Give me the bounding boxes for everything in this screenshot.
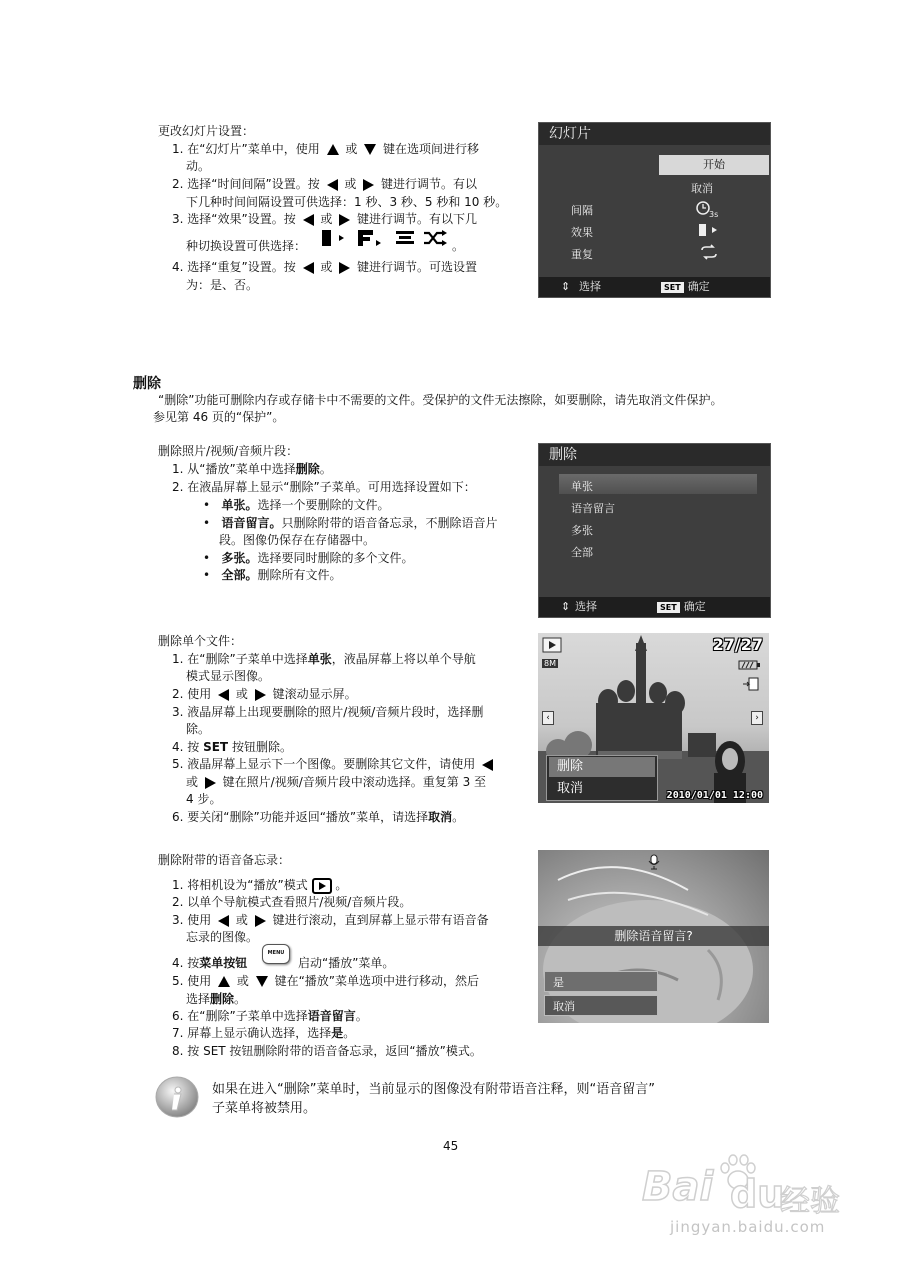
screen-footer: ⇕ 选择 SET 确定 (539, 597, 770, 617)
slideshow-step1-cont: 动。 (186, 159, 211, 173)
menu-button-icon: MENU (262, 944, 290, 964)
option-multi: • 多张。选择要同时删除的多个文件。 (203, 551, 414, 565)
voice-step4-cont: 启动“播放”菜单。 (298, 956, 395, 970)
single-step3-cont: 除。 (186, 722, 211, 736)
slideshow-step1: 1. 在“幻灯片”菜单中，使用 或 键在选项间进行移 (172, 142, 480, 156)
voice-step3: 3. 使用 或 键进行滚动，直到屏幕上显示带有语音备 (172, 913, 489, 927)
page-number: 45 (443, 1139, 459, 1153)
arrow-down-icon (256, 976, 268, 987)
playback-screen (538, 633, 769, 803)
set-badge: SET (657, 602, 680, 613)
arrow-right-icon (363, 179, 374, 191)
arrow-left-icon (303, 262, 314, 274)
voice-step6: 6. 在“删除”子菜单中选择语音留言。 (172, 1009, 368, 1023)
single-step1: 1. 在“删除”子菜单中选择单张，液晶屏幕上将以单个导航 (172, 652, 476, 666)
voice-step3-cont: 忘录的图像。 (186, 930, 259, 944)
repeat-icon[interactable] (697, 244, 721, 260)
single-step6: 6. 要关闭“删除”功能并返回“播放”菜单，请选择取消。 (172, 810, 465, 824)
start-option[interactable]: 开始 (659, 155, 769, 175)
updown-icon: ⇕ (561, 600, 571, 613)
section-title: 删除 (133, 376, 161, 392)
menu-item-all[interactable]: 全部 (571, 546, 593, 559)
interval-label: 间隔 (571, 204, 593, 217)
info-icon (154, 1075, 200, 1119)
voice-delete-screen (538, 850, 769, 1023)
slideshow-step4-cont: 为：是、否。 (186, 278, 259, 292)
baidu-watermark (640, 1152, 860, 1242)
voice-heading: 删除附带的语音备忘录： (158, 853, 291, 867)
battery-icon (738, 659, 762, 671)
watermark-jingyan: 经验 (780, 1184, 840, 1219)
slideshow-screen (538, 122, 771, 298)
datetime-stamp: 2010/01/01 12:00 (666, 790, 763, 801)
play-button-icon (312, 878, 332, 894)
play-mode-icon (542, 637, 562, 653)
arrow-up-icon (327, 144, 339, 155)
arrow-left-icon (218, 915, 229, 927)
watermark-bai: Bai (642, 1164, 714, 1210)
file-counter: 27/27 (712, 635, 763, 654)
prev-arrow-icon[interactable]: ‹ (542, 711, 554, 725)
voice-step4: 4. 按菜单按钮 (172, 956, 248, 970)
slideshow-step3: 3. 选择“效果”设置。按 或 键进行调节。有以下几 (172, 212, 478, 226)
delete-menu-screen (538, 443, 771, 618)
single-step5-cont2: 4 步。 (186, 792, 222, 806)
microphone-icon (648, 854, 660, 870)
next-arrow-icon[interactable]: › (751, 711, 763, 725)
single-step2: 2. 使用 或 键滚动显示屏。 (172, 687, 357, 701)
option-voice: • 语音留言。只删除附带的语音备忘录，不删除语音片 (203, 516, 498, 530)
menu-item-single[interactable]: 单张 (571, 480, 593, 493)
repeat-label: 重复 (571, 248, 593, 261)
set-badge: SET (661, 282, 684, 293)
screen-title: 幻灯片 (539, 123, 770, 145)
delete-step2: 2. 在液晶屏幕上显示“删除”子菜单。可用选择设置如下： (172, 480, 476, 494)
slideshow-heading: 更改幻灯片设置： (158, 124, 255, 138)
voice-step8: 8. 按 SET 按钮删除附带的语音备忘录，返回“播放”模式。 (172, 1044, 482, 1058)
effect-blind-icon (358, 230, 381, 246)
image-size-icon: 8M (544, 659, 556, 668)
arrow-right-icon (339, 214, 350, 226)
single-step1-cont: 模式显示图像。 (186, 669, 271, 683)
popup-delete-option[interactable]: 删除 (549, 757, 655, 777)
intro-line2: 参见第 46 页的“保护”。 (153, 410, 285, 424)
arrow-up-icon (218, 976, 230, 987)
single-step4: 4. 按 SET 按钮删除。 (172, 740, 292, 754)
arrow-right-icon (205, 777, 216, 789)
single-step5-cont: 或 键在照片/视频/音频片段中滚动选择。重复第 3 至 (186, 775, 487, 789)
arrow-left-icon (218, 689, 229, 701)
slideshow-step3-cont: 种切换设置可供选择： (186, 239, 307, 253)
voice-step5-cont: 选择删除。 (186, 992, 247, 1006)
slideshow-step2: 2. 选择“时间间隔”设置。按 或 键进行调节。有以 (172, 177, 478, 191)
arrow-left-icon (482, 759, 493, 771)
confirm-prompt: 删除语音留言? (538, 926, 769, 946)
arrow-right-icon (255, 689, 266, 701)
note-line2: 子菜单将被禁用。 (212, 1101, 317, 1116)
confirm-yes-option[interactable]: 是 (544, 971, 658, 992)
delete-popup (546, 755, 658, 801)
intro-line1: “删除”功能可删除内存或存储卡中不需要的文件。受保护的文件无法擦除，如要删除，请先取消文件保护。 (158, 393, 723, 407)
confirm-cancel-option[interactable]: 取消 (544, 995, 658, 1016)
effect-slide-icon (322, 230, 344, 246)
interval-value: 3s (709, 210, 719, 219)
option-single: • 单张。选择一个要删除的文件。 (203, 498, 390, 512)
watermark-du: du (730, 1172, 785, 1216)
delete-heading: 删除照片/视频/音频片段： (158, 444, 299, 458)
screen-footer: ⇕ 选择 SET 确定 (539, 277, 770, 297)
menu-item-voice[interactable]: 语音留言 (571, 502, 615, 515)
watermark-url: jingyan.baidu.com (670, 1218, 826, 1236)
slideshow-step2-cont: 下几种时间间隔设置可供选择：1 秒、3 秒、5 秒和 10 秒。 (186, 195, 508, 209)
screen-title: 删除 (539, 444, 770, 466)
effect-random-icon (424, 233, 443, 243)
option-voice-cont: 段。图像仍保存在存储器中。 (219, 533, 376, 547)
effect-strip-icon (396, 231, 414, 244)
single-step3: 3. 液晶屏幕上出现要删除的照片/视频/音频片段时，选择删 (172, 705, 484, 719)
popup-cancel-option[interactable]: 取消 (557, 781, 584, 796)
arrow-left-icon (303, 214, 314, 226)
arrow-down-icon (364, 144, 376, 155)
timer-icon[interactable] (694, 199, 724, 219)
option-all: • 全部。删除所有文件。 (203, 568, 342, 582)
menu-item-multi[interactable]: 多张 (571, 524, 593, 537)
effect-options-icons (320, 228, 460, 250)
arrow-left-icon (327, 179, 338, 191)
single-heading: 删除单个文件： (158, 634, 243, 648)
effect-icon[interactable] (697, 222, 721, 238)
voice-step2: 2. 以单个导航模式查看照片/视频/音频片段。 (172, 895, 412, 909)
single-step5: 5. 液晶屏幕上显示下一个图像。要删除其它文件，请使用 (172, 756, 496, 772)
effect-label: 效果 (571, 226, 593, 239)
cancel-option[interactable]: 取消 (691, 182, 713, 195)
slideshow-step4: 4. 选择“重复”设置。按 或 键进行调节。可选设置 (172, 260, 478, 274)
arrow-right-icon (339, 262, 350, 274)
updown-icon: ⇕ (561, 280, 571, 293)
protect-icon (742, 677, 760, 691)
arrow-right-icon (255, 915, 266, 927)
delete-step1: 1. 从“播放”菜单中选择删除。 (172, 462, 332, 476)
voice-step1: 1. 将相机设为“播放”模式 。 (172, 878, 348, 892)
voice-step5: 5. 使用 或 键在“播放”菜单选项中进行移动，然后 (172, 974, 480, 988)
voice-step7: 7. 屏幕上显示确认选择，选择是。 (172, 1026, 356, 1040)
note-line1: 如果在进入“删除”菜单时，当前显示的图像没有附带语音注释，则“语音留言” (212, 1082, 655, 1097)
